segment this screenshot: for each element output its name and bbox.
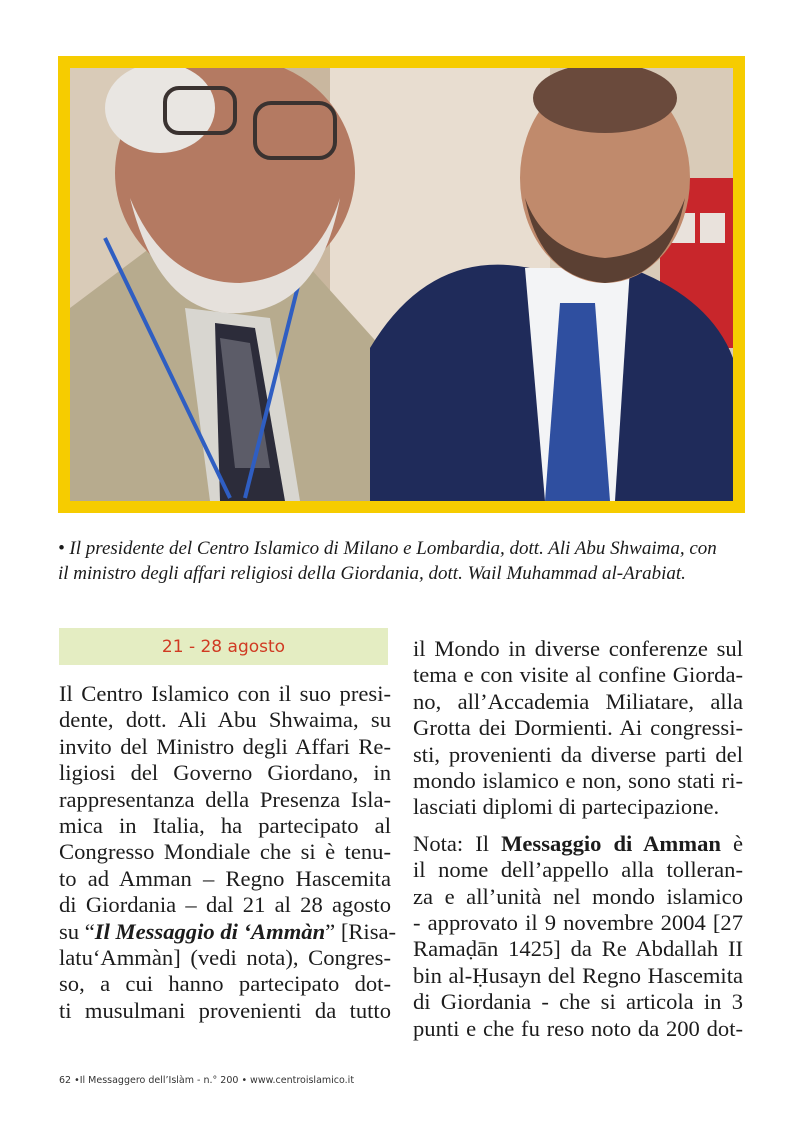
text-line: invito del Ministro degli Affari Re- xyxy=(59,733,391,759)
nota-label: Nota: Il xyxy=(413,830,502,856)
text-line: no, all’Accademia Miliatare, alla xyxy=(413,688,743,714)
text-line: Grotta dei Dormienti. Ai congressi- xyxy=(413,715,743,741)
text-fragment: ” [Risa- xyxy=(325,918,397,944)
text-line: ligiosi del Governo Giordano, in xyxy=(59,760,391,786)
text-line: latu‘Ammàn] (vedi nota), Congres- xyxy=(59,945,391,971)
text-line: di Giordania – dal 21 al 28 agosto xyxy=(59,892,391,918)
photo xyxy=(70,68,733,501)
page-footer: 62 •Il Messaggero dell’Islàm - n.° 200 • www.centroislamico.it xyxy=(59,1075,355,1086)
text-line: lasciati diplomi di partecipazione. xyxy=(413,794,720,820)
photo-caption xyxy=(58,536,748,586)
text-line: rappresentanza della Presenza Isla- xyxy=(59,786,391,812)
nota-bold: Messaggio di Amman xyxy=(501,830,721,856)
text-line: Congresso Mondiale che si è tenu- xyxy=(59,839,391,865)
text-line: Il Centro Islamico con il suo presi- xyxy=(59,681,391,706)
text-line: sti, provenienti da diverse parti del xyxy=(413,741,743,767)
text-line: ti musulmani provenienti da tutto xyxy=(59,997,391,1023)
text-fragment: è xyxy=(720,830,743,856)
article-column-right xyxy=(413,636,743,1042)
text-line: to ad Amman – Regno Hascemita xyxy=(59,865,391,891)
message-title: Il Messaggio di ‘Ammàn xyxy=(94,918,326,944)
text-line: mondo islamico e non, sono stati ri- xyxy=(413,768,743,794)
text-line: mica in Italia, ha partecipato al xyxy=(59,813,391,839)
text-line: bin al-Ḥusayn del Regno Hascemita xyxy=(413,962,743,988)
text-line: tema e con visite al confine Giorda- xyxy=(413,662,743,688)
text-line: il nome dell’appello alla tolleran- xyxy=(413,857,743,883)
caption-line: il ministro degli affari religiosi della Giordania, dott. Wail Muhammad al-Arabiat. xyxy=(58,563,686,584)
text-line: dente, dott. Ali Abu Shwaima, su xyxy=(59,707,391,733)
text-line: - approvato il 9 novembre 2004 [27 xyxy=(413,910,743,936)
nota-line xyxy=(413,831,743,857)
text-line: punti e che fu reso noto da 200 dot- xyxy=(413,1015,743,1041)
caption-line: • Il presidente del Centro Islamico di Milano e Lombardia, dott. Ali Abu Shwaima, con xyxy=(58,538,717,559)
article-column-left xyxy=(59,681,397,1024)
text-line: di Giordania - che si articola in 3 xyxy=(413,989,743,1015)
text-line: il Mondo in diverse conferenze sul xyxy=(413,636,743,661)
photo-frame xyxy=(58,56,745,513)
text-fragment: su “ xyxy=(59,918,95,944)
text-line: za e all’unità nel mondo islamico xyxy=(413,883,743,909)
date-heading: 21 - 28 agosto xyxy=(59,628,388,665)
text-line-title xyxy=(59,918,397,945)
text-line: Ramaḍān 1425] da Re Abdallah II xyxy=(413,936,743,962)
text-line: so, a cui hanno partecipato dot- xyxy=(59,971,391,997)
